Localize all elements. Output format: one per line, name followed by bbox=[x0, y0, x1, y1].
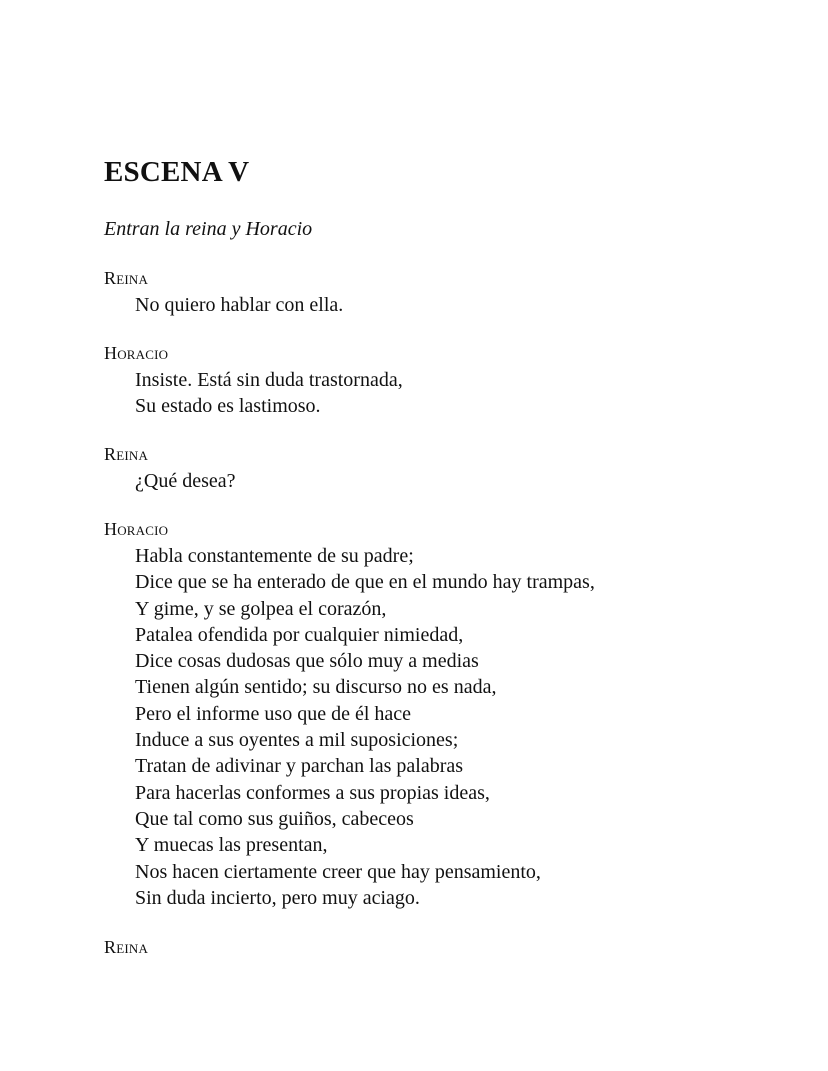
verse-line: Dice cosas dudosas que sólo muy a medias bbox=[135, 650, 479, 673]
speech-lines bbox=[135, 292, 343, 318]
speech-block bbox=[104, 517, 595, 911]
speech-block bbox=[104, 341, 403, 420]
verse-line: Y muecas las presentan, bbox=[135, 834, 328, 857]
verse-line: Dice que se ha enterado de que en el mundo hay trampas, bbox=[135, 571, 595, 594]
speech-lines bbox=[135, 468, 236, 494]
verse-line: Pero el informe uso que de él hace bbox=[135, 702, 412, 725]
verse-line: Para hacerlas conformes a sus propias ideas, bbox=[135, 781, 490, 804]
verse-line: Que tal como sus guiños, cabeceos bbox=[135, 807, 414, 830]
verse-line: Insiste. Está sin duda trastornada, bbox=[135, 369, 403, 391]
verse-line: Habla constantemente de su padre; bbox=[135, 545, 414, 567]
verse-line: Tienen algún sentido; su discurso no es nada, bbox=[135, 676, 497, 699]
verse-line: Induce a sus oyentes a mil suposiciones; bbox=[135, 729, 459, 752]
verse-line: Tratan de adivinar y parchan las palabras bbox=[135, 755, 464, 778]
speaker-name: Reina bbox=[104, 268, 149, 288]
verse-line: Patalea ofendida por cualquier nimiedad, bbox=[135, 623, 464, 646]
verse-line: ¿Qué desea? bbox=[135, 470, 236, 492]
verse-line: Su estado es lastimoso. bbox=[135, 395, 321, 418]
speech-lines bbox=[135, 543, 595, 911]
verse-line: Sin duda incierto, pero muy aciago. bbox=[135, 886, 420, 909]
speaker-name: Horacio bbox=[104, 519, 169, 539]
speaker-name: Reina bbox=[104, 937, 149, 957]
stage-direction: Entran la reina y Horacio bbox=[104, 218, 313, 240]
verse-line: Nos hacen ciertamente creer que hay pensamiento, bbox=[135, 860, 541, 883]
verse-line: No quiero hablar con ella. bbox=[135, 294, 344, 316]
speech-block bbox=[104, 266, 343, 318]
scene-title: ESCENA V bbox=[104, 156, 250, 188]
speaker-name: Reina bbox=[104, 444, 149, 464]
speaker-name: Horacio bbox=[104, 343, 169, 363]
speech-lines bbox=[135, 367, 403, 420]
speech-block bbox=[104, 442, 236, 494]
speech-block bbox=[104, 935, 148, 959]
verse-line: Y gime, y se golpea el corazón, bbox=[135, 597, 387, 620]
